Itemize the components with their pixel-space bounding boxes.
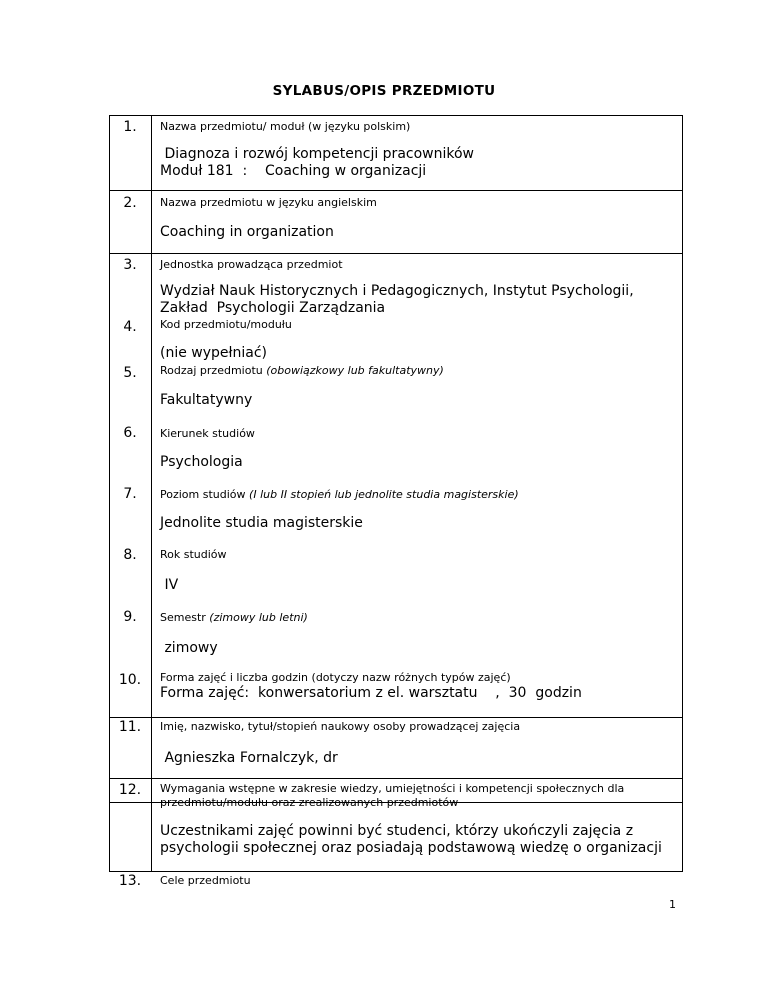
row-label: Nazwa przedmiotu/ moduł (w języku polskim) [160, 120, 411, 133]
row-number: 13. [118, 873, 142, 889]
row-number: 4. [123, 319, 137, 335]
row-divider [109, 115, 683, 116]
row-number: 10. [118, 672, 142, 688]
row-number: 12. [118, 782, 142, 798]
row-number: 8. [123, 547, 137, 563]
row-number: 5. [123, 365, 137, 381]
row-value: Agnieszka Fornalczyk, dr [160, 750, 338, 766]
row-label: Nazwa przedmiotu w języku angielskim [160, 196, 377, 209]
row-label: Kierunek studiów [160, 427, 255, 440]
row-value: Psychologia [160, 454, 243, 470]
row-value: Moduł 181 : Coaching w organizacji [160, 163, 427, 179]
syllabus-table [109, 115, 683, 889]
row-divider [109, 717, 683, 718]
row-value: Coaching in organization [160, 224, 334, 240]
row-label: Semestr (zimowy lub letni) [160, 611, 308, 624]
row-value: Jednolite studia magisterskie [160, 515, 363, 531]
row-label: Imię, nazwisko, tytuł/stopień naukowy osoby prowadzącej zajęcia [160, 720, 521, 733]
row-label: Poziom studiów (I lub II stopień lub jednolite studia magisterskie) [160, 488, 519, 501]
document-title: SYLABUS/OPIS PRZEDMIOTU [272, 83, 496, 99]
row-label: Jednostka prowadząca przedmiot [160, 258, 343, 271]
row-number: 11. [118, 719, 142, 735]
row-number: 7. [123, 486, 137, 502]
row-label: Forma zajęć i liczba godzin (dotyczy nazw różnych typów zajęć) [160, 671, 511, 684]
row-value: IV [160, 577, 179, 593]
table-border-right [682, 115, 683, 872]
row-label: Rodzaj przedmiotu (obowiązkowy lub fakultatywny) [160, 364, 444, 377]
row-value: Zakład Psychologii Zarządzania [160, 300, 386, 316]
row-number: 6. [123, 425, 137, 441]
row-divider [109, 778, 683, 779]
page-number: 1 [669, 898, 676, 911]
row-number: 1. [123, 119, 137, 135]
row-number: 2. [123, 195, 137, 211]
row-divider [109, 871, 683, 872]
row-label: Kod przedmiotu/modułu [160, 318, 292, 331]
row-label: Wymagania wstępne w zakresie wiedzy, umiejętności i kompetencji społecznych dla przedmiotu/modułu oraz zrealizowanych przedmiotów [160, 782, 625, 809]
row-label: Cele przedmiotu [160, 874, 251, 887]
row-value: Uczestnikami zajęć powinni być studenci, którzy ukończyli zajęcia z psychologii społecznej oraz posiadają podstawową wiedzę o organizacji [160, 823, 662, 856]
row-value: zimowy [160, 640, 218, 656]
row-value: Fakultatywny [160, 392, 253, 408]
row-value: Diagnoza i rozwój kompetencji pracowników [160, 146, 474, 162]
row-number: 3. [123, 257, 137, 273]
row-value: Forma zajęć: konwersatorium z el. warsztatu , 30 godzin [160, 685, 582, 701]
row-label: Rok studiów [160, 548, 227, 561]
row-value: Wydział Nauk Historycznych i Pedagogicznych, Instytut Psychologii, [160, 283, 634, 299]
row-divider [109, 190, 683, 191]
row-number: 9. [123, 609, 137, 625]
table-column-divider [151, 115, 152, 872]
row-value: (nie wypełniać) [160, 345, 268, 361]
row-divider [109, 253, 683, 254]
